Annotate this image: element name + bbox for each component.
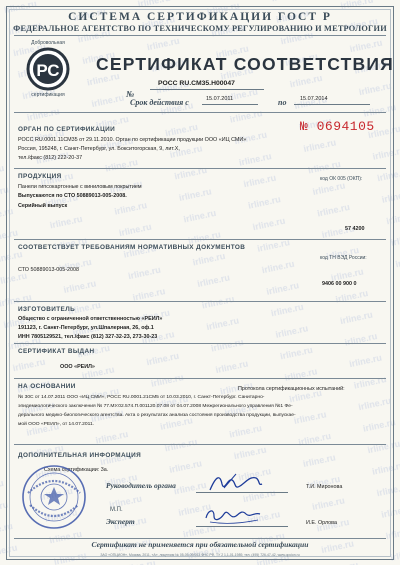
body-line-3: тел./факс (812) 222-20-37 [18,155,83,161]
footer-rule [14,538,386,539]
body-line-2: Россия, 195248, г. Санкт-Петербург, ул. Бокситогорская, 9, лит.Х, [18,146,180,152]
issued-to-heading: СЕРТИФИКАТ ВЫДАН [18,348,95,355]
certificate-number: РОСС RU.СМ35.Н00047 [158,80,235,87]
additional-heading: ДОПОЛНИТЕЛЬНАЯ ИНФОРМАЦИЯ [18,452,142,459]
validity-to: 15.07.2014 [300,96,328,102]
product-line-2: Выпускаются по СТО 50889013-005-2008. [18,193,127,199]
certificate-title: СЕРТИФИКАТ СООТВЕТСТВИЯ [96,54,394,74]
logo-block [18,40,78,98]
rs-logo-icon [26,47,70,91]
expert-label: Эксперт [106,517,135,526]
basis-line-2: эпидемиологического заключения № 77.МУ.02.574.П.001120.07.08 от 04.07.2008 Межрегионального управления №1 Фе- [18,404,293,409]
manufacturer-line-2: 191123, г. Санкт-Петербург, ул.Шпалерная, 26, оф.1 [18,325,154,331]
basis-rule [14,444,386,445]
compliance-doc: СТО 50889013-005-2008 [18,267,80,273]
validity-to-underline [294,104,370,105]
basis-line-4: мой ООО «РЕИЛ», от 14.07.2011. [18,422,95,427]
manufacturer-rule [14,343,386,344]
organization-seal-stamp [20,463,88,531]
validity-from-underline [202,104,258,105]
validity-label: Срок действия с [130,98,189,107]
body-rule [14,168,386,169]
mp-label: М.П. [110,507,123,513]
footer-printer: ЗАО «ОПЦИОН», Москва, 2011, «А», лицензия № 05-05-09/003 ФНС РФ, ТУ 2 1,1-01-1989, тел. (495) 726-47-42, www.opcion.ru [100,553,300,557]
agency-title: ФЕДЕРАЛЬНОЕ АГЕНТСТВО ПО ТЕХНИЧЕСКОМУ РЕГУЛИРОВАНИЮ И МЕТРОЛОГИИ [13,24,387,33]
compliance-rule [14,301,386,302]
basis-line-1: № 30С от 14.07.2011 ООО «ИЦ СМИ», РОСС RU.0001.21СМ5 от 10.03.2010, г. Санкт-Петербург. Санитарно- [18,395,265,400]
product-rule [14,239,386,240]
manufacturer-heading: ИЗГОТОВИТЕЛЬ [18,306,76,313]
expert-name: И.Е. Орлова [306,520,337,526]
compliance-heading: СООТВЕТСТВУЕТ ТРЕБОВАНИЯМ НОРМАТИВНЫХ ДОКУМЕНТОВ [18,244,246,251]
title-rule [14,112,386,113]
head-signature [206,470,266,496]
additional-line-1: Схема сертификации: 3а. [44,467,109,473]
okp-code-label: код ОК 005 (ОКП): [320,176,363,182]
expert-signature [202,502,264,528]
basis-line-3: дерального медико-биологического агентства. Акта о результатах анализа состояния производства продукции, выпускае- [18,413,296,418]
tnved-code-label: код ТН ВЭД России: [320,255,367,261]
product-line-3: Серийный выпуск [18,203,68,209]
footer-notice: Сертификат не применяется при обязательной сертификации [91,540,309,549]
system-title: СИСТЕМА СЕРТИФИКАЦИИ ГОСТ Р [68,11,332,23]
basis-right: Протокола сертификационных испытаний: [238,386,345,392]
tnved-code-value: 9406 00 900 0 [322,281,357,287]
body-heading: ОРГАН ПО СЕРТИФИКАЦИИ [18,126,116,133]
serial-number: № 0694105 [300,119,375,134]
body-line-1: РОСС RU.0001.11СМ35 от 29.11.2010. Орган по сертификации продукции ООО «ИЦ СМИ» [18,137,247,143]
manufacturer-line-1: Общество с ограниченной ответственностью «РЕИЛ» [18,316,163,322]
head-name: Т.И. Миронова [306,484,343,490]
manufacturer-line-3: ИНН 7805129521, тел./факс (812) 327-32-23, 273-30-23 [18,334,158,340]
basis-heading: НА ОСНОВАНИИ [18,383,76,390]
validity-from: 15.07.2011 [206,96,234,102]
head-label: Руководитель органа [106,481,176,490]
number-underline [150,89,264,90]
logo-top-text: Добровольная [31,40,65,46]
issued-to-value: ООО «РЕИЛ» [60,364,95,370]
number-prefix: № [126,89,135,99]
okp-code-value: 57 4200 [345,226,365,232]
validity-to-label: по [278,98,287,107]
header-rule [14,35,386,36]
logo-bottom-text: сертификация [31,92,65,98]
product-heading: ПРОДУКЦИЯ [18,173,62,180]
product-line-1: Панели гипсокартонные с виниловым покрытием [18,184,142,190]
logo-mark-text: РС [36,61,60,80]
issued-rule [14,378,386,379]
